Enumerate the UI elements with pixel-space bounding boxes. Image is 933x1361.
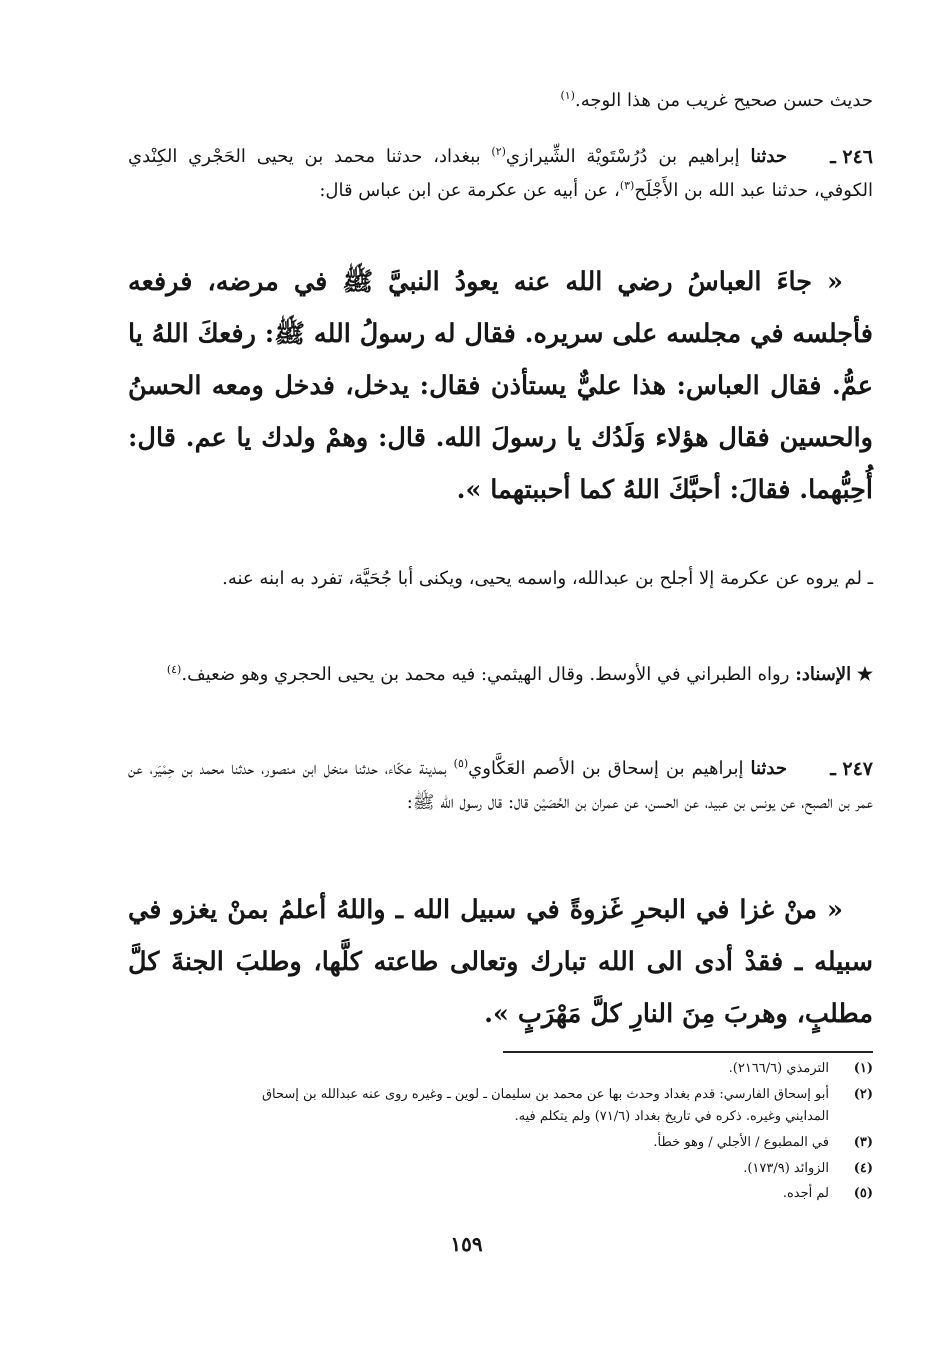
isnad-label: الإسناد: — [795, 664, 852, 685]
hadith-246-number: ٢٤٦ ـ — [830, 146, 873, 168]
footnote-2 — [128, 1084, 873, 1128]
hadith-247-number: ٢٤٧ ـ — [830, 758, 873, 780]
hadith-247-isnad-body — [128, 752, 873, 820]
hadith-246-isnad-part-a: إبراهيم بن دُرُسْتَويْة الشِّيرازي — [505, 146, 740, 167]
footnote-1-text: الترمذي (٢١٦٦/٦). — [728, 1061, 829, 1076]
isnad-text: رواه الطبراني في الأوسط. وقال الهيثمي: فيه محمد بن يحيى الحجري وهو ضعيف. — [181, 664, 790, 685]
footnote-ref-5: (٥) — [453, 757, 469, 770]
footnote-1 — [128, 1058, 873, 1080]
footnote-5-number: (٥) — [853, 1186, 873, 1201]
footnote-ref-2: (٢) — [491, 145, 506, 158]
hadith-247-isnad-part-b: بمدينة عكّاء، حدثنا منخل ابن منصور، حدثنا محمد بن حِمْيَر، عن عمر بن الصبح، عن يونس بن عبيد، عن الحسن، عن عمران بن الحُصَيْن قال: قال رسول الله ﷺ: — [128, 758, 873, 813]
hadith-246-isnad-part-b: ببغداد، حدثنا محمد بن يحيى الحَجْري الكِنْدي الكوفي، حدثنا عبد الله بن الأَجْلَح — [128, 146, 873, 201]
hadith-247-matn — [128, 884, 873, 1040]
hadith-246-isnad-part-c: ، عن أبيه عن عكرمة عن ابن عباس قال: — [319, 180, 620, 201]
hadith-246-isnad-body — [128, 140, 873, 208]
footnote-4-number: (٤) — [853, 1161, 873, 1176]
footnote-5-text: لم أجده. — [782, 1186, 829, 1201]
footnote-1-number: (١) — [853, 1061, 873, 1076]
hadith-246-isnad — [128, 140, 873, 208]
footnote-2-number: (٢) — [853, 1087, 873, 1102]
hadith-246-matn-text: « جاءَ العباسُ رضي الله عنه يعودُ النبيَّ ﷺ في مرضه، فرفعه فأجلسه في مجلسه على سريره. فقال له رسولُ الله ﷺ: رفعكَ اللهُ يا عمُّ. فقال العباس: هذا عليٌّ يستأذن فقال: يدخل، فدخل ومعه الحسنُ والحسين فقال هؤلاء وَلَدُك يا رسولَ الله. قال: وهمْ ولدك يا عم. قال: أُحِبُّهما. فقالَ: أحبَّكَ اللهُ كما أحببتهما ». — [128, 267, 873, 505]
top-line-text: حديث حسن صحيح غريب من هذا الوجه. — [574, 90, 873, 111]
hadith-247-isnad — [128, 752, 873, 820]
hadith-247-matn-text: « منْ غزا في البحرِ غَزوةً في سبيل الله ـ واللهُ أعلمُ بمنْ يغزو في سبيله ـ فقدْ أدى الى الله تبارك وتعالى طاعته كلَّها، وطلبَ الجنةَ كلَّ مطلبٍ، وهربَ مِنَ النارِ كلَّ مَهْرَبٍ ». — [128, 895, 873, 1029]
hadith-247-lead: حدثنا — [750, 758, 787, 779]
hadith-247-isnad-part-a: إبراهيم بن إسحاق بن الأصم العَكَّاوي — [468, 758, 744, 779]
hadith-246-note-text: ـ لم يروه عن عكرمة إلا أجلح بن عبدالله، واسمه يحيى، ويكنى أبا جُحَيَّة، تفرد به ابنه عنه. — [222, 568, 873, 589]
footnote-separator — [503, 1051, 873, 1053]
hadith-246-note — [128, 562, 873, 596]
hadith-246-matn — [128, 256, 873, 516]
footnote-3-text: في المطبوع / الأجلي / وهو خطأ. — [653, 1135, 829, 1150]
page-number: ١٥٩ — [450, 1232, 483, 1256]
isnad-grading — [128, 658, 873, 692]
footnote-3 — [128, 1132, 873, 1154]
star-icon: ★ — [856, 664, 873, 685]
footnote-ref-1: (١) — [560, 89, 575, 102]
footnote-4 — [128, 1158, 873, 1180]
hadith-246-lead: حدثنا — [750, 146, 787, 167]
top-line — [128, 84, 873, 118]
footnote-2-continuation: المدايني وغيره. ذكره في تاريخ بغداد (٧١/٦) ولم يتكلم فيه. — [514, 1109, 829, 1124]
footnote-ref-4: (٤) — [166, 663, 182, 676]
footnote-3-number: (٣) — [853, 1135, 873, 1150]
footnote-ref-3: (٣) — [619, 179, 635, 192]
footnote-2-text: أبو إسحاق الفارسي: قدم بغداد وحدث بها عن محمد بن سليمان ـ لوين ـ وغيره روى عنه عبدالله بن إسحاق — [261, 1087, 829, 1102]
footnote-5 — [128, 1183, 873, 1205]
footnote-4-text: الزوائد (١٧٣/٩). — [743, 1161, 829, 1176]
